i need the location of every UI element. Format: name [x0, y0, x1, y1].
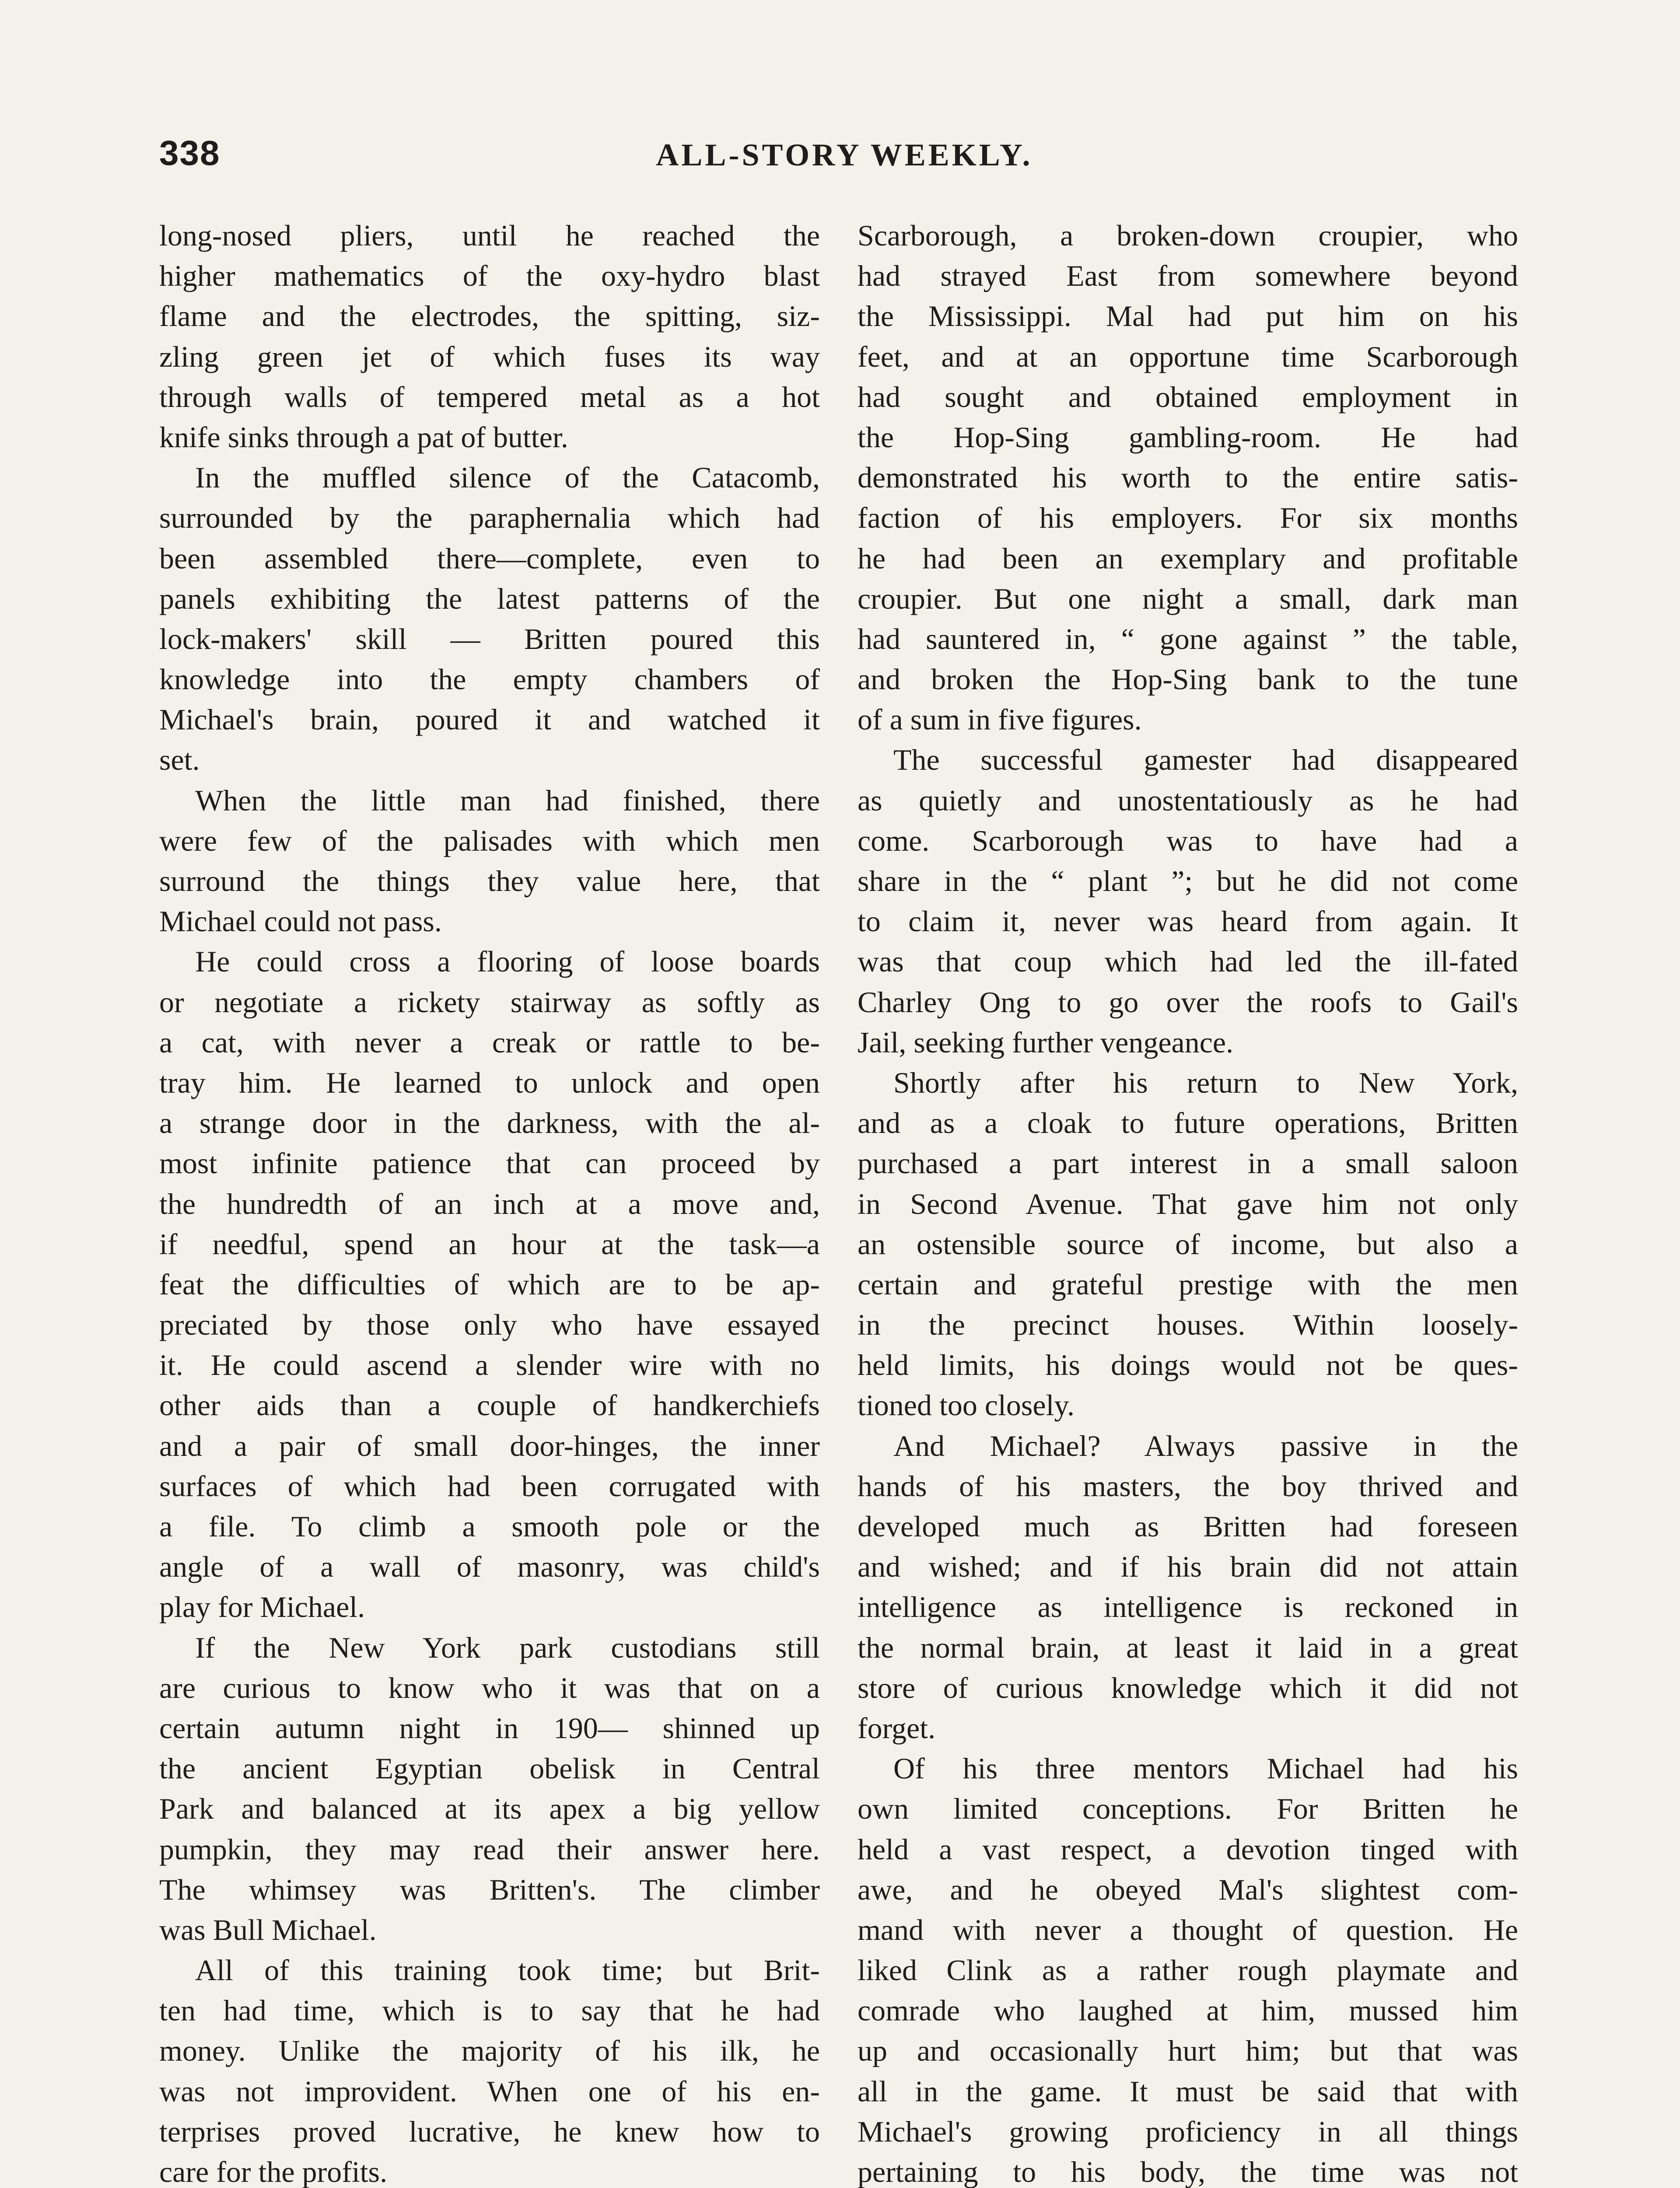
text-line: forget. — [858, 1711, 936, 1745]
text-line: to claim it, never was heard from again. It — [858, 905, 1518, 938]
text-line: was Bull Michael. — [159, 1913, 377, 1946]
text-line: held limits, his doings would not be ques- — [858, 1348, 1518, 1382]
text-line: care for the profits. — [159, 2155, 388, 2188]
text-line: mand with never a thought of question. He — [858, 1913, 1518, 1946]
text-line: had sauntered in, “ gone against ” the table, — [858, 622, 1518, 656]
text-line: faction of his employers. For six months — [858, 501, 1518, 535]
text-line: certain and grateful prestige with the men — [858, 1267, 1518, 1301]
text-line: and broken the Hop-Sing bank to the tune — [858, 663, 1518, 696]
text-line: panels exhibiting the latest patterns of the — [159, 582, 820, 615]
text-line: liked Clink as a rather rough playmate and — [858, 1953, 1518, 1987]
text-line: knowledge into the empty chambers of — [159, 663, 820, 696]
text-line: own limited conceptions. For Britten he — [858, 1792, 1518, 1826]
text-line: lock-makers' skill — Britten poured this — [159, 622, 820, 656]
text-line: of a sum in five figures. — [858, 703, 1142, 736]
text-line: was that coup which had led the ill-fated — [858, 945, 1518, 978]
text-line: developed much as Britten had foreseen — [858, 1510, 1518, 1543]
text-line: tioned too closely. — [858, 1389, 1075, 1422]
text-line: as quietly and unostentatiously as he had — [858, 783, 1518, 817]
text-line: and wished; and if his brain did not attain — [858, 1550, 1518, 1584]
text-line: long-nosed pliers, until he reached the — [159, 219, 820, 252]
text-line: come. Scarborough was to have had a — [858, 824, 1518, 857]
text-line: Charley Ong to go over the roofs to Gail's — [858, 985, 1518, 1019]
text-line: demonstrated his worth to the entire satis- — [858, 461, 1518, 494]
text-line: In the muffled silence of the Catacomb, — [195, 461, 820, 494]
text-line: a strange door in the darkness, with the al- — [159, 1106, 820, 1140]
text-line: and as a cloak to future operations, Britten — [858, 1106, 1518, 1140]
text-line: terprises proved lucrative, he knew how to — [159, 2114, 820, 2148]
text-line: Jail, seeking further vengeance. — [858, 1025, 1234, 1059]
text-line: purchased a part interest in a small saloon — [858, 1147, 1518, 1180]
text-line: surfaces of which had been corrugated with — [159, 1469, 820, 1503]
text-line: it. He could ascend a slender wire with no — [159, 1348, 820, 1382]
text-line: the ancient Egyptian obelisk in Central — [159, 1752, 820, 1785]
text-line: higher mathematics of the oxy-hydro blast — [159, 259, 820, 293]
text-line: up and occasionally hurt him; but that was — [858, 2034, 1518, 2068]
text-line: all in the game. It must be said that with — [858, 2074, 1518, 2108]
text-line: tray him. He learned to unlock and open — [159, 1066, 820, 1099]
text-line: share in the “ plant ”; but he did not come — [858, 864, 1518, 898]
text-line: flame and the electrodes, the spitting, siz- — [159, 299, 820, 333]
text-line: the Hop-Sing gambling-room. He had — [858, 420, 1518, 454]
text-line: Scarborough, a broken-down croupier, who — [858, 219, 1518, 252]
text-line: And Michael? Always passive in the — [893, 1429, 1518, 1462]
text-line: play for Michael. — [159, 1590, 365, 1624]
text-line: are curious to know who it was that on a — [159, 1671, 820, 1704]
text-line: feat the difficulties of which are to be ap- — [159, 1267, 820, 1301]
text-line: angle of a wall of masonry, was child's — [159, 1550, 820, 1584]
text-line: an ostensible source of income, but also a — [858, 1227, 1518, 1261]
text-line: All of this training took time; but Brit- — [195, 1953, 820, 1987]
text-line: a file. To climb a smooth pole or the — [159, 1510, 820, 1543]
text-line: held a vast respect, a devotion tinged with — [858, 1832, 1518, 1866]
text-line: comrade who laughed at him, mussed him — [858, 1994, 1518, 2027]
text-line: store of curious knowledge which it did not — [858, 1671, 1518, 1704]
text-line: feet, and at an opportune time Scarborough — [858, 340, 1518, 373]
text-line: hands of his masters, the boy thrived and — [858, 1469, 1518, 1503]
text-line: was not improvident. When one of his en- — [159, 2074, 820, 2108]
text-line: set. — [159, 743, 200, 777]
text-line: surround the things they value here, that — [159, 864, 820, 898]
text-line: had sought and obtained employment in — [858, 380, 1518, 414]
text-line: the normal brain, at least it laid in a great — [858, 1630, 1518, 1664]
text-line: He could cross a flooring of loose boards — [195, 945, 820, 978]
running-head: ALL-STORY WEEKLY. — [656, 137, 1033, 172]
text-line: croupier. But one night a small, dark man — [858, 582, 1518, 615]
text-line: or negotiate a rickety stairway as softly as — [159, 985, 820, 1019]
text-line: in Second Avenue. That gave him not only — [858, 1187, 1518, 1220]
text-line: been assembled there—complete, even to — [159, 541, 820, 575]
text-line: knife sinks through a pat of butter. — [159, 420, 568, 454]
text-line: he had been an exemplary and profitable — [858, 541, 1518, 575]
text-line: the Mississippi. Mal had put him on his — [858, 299, 1518, 333]
text-line: in the precinct houses. Within loosely- — [858, 1308, 1518, 1342]
text-column-right — [858, 215, 1518, 2188]
text-line: were few of the palisades with which men — [159, 824, 820, 857]
text-line: and a pair of small door-hinges, the inner — [159, 1429, 820, 1462]
text-line: Michael could not pass. — [159, 905, 442, 938]
text-line: Park and balanced at its apex a big yellow — [159, 1792, 820, 1826]
text-line: pertaining to his body, the time was not — [858, 2155, 1518, 2188]
text-line: most infinite patience that can proceed by — [159, 1147, 820, 1180]
text-line: awe, and he obeyed Mal's slightest com- — [858, 1872, 1518, 1906]
text-line: money. Unlike the majority of his ilk, he — [159, 2034, 820, 2068]
text-line: surrounded by the paraphernalia which had — [159, 501, 820, 535]
text-line: Shortly after his return to New York, — [893, 1066, 1518, 1099]
text-line: a cat, with never a creak or rattle to be- — [159, 1025, 820, 1059]
text-line: The successful gamester had disappeared — [893, 743, 1518, 777]
text-line: When the little man had finished, there — [195, 783, 820, 817]
text-line: if needful, spend an hour at the task—a — [159, 1227, 820, 1261]
text-line: Michael's growing proficiency in all things — [858, 2114, 1518, 2148]
text-line: preciated by those only who have essayed — [159, 1308, 820, 1342]
text-line: certain autumn night in 190— shinned up — [159, 1711, 820, 1745]
text-line: had strayed East from somewhere beyond — [858, 259, 1518, 293]
text-line: Of his three mentors Michael had his — [893, 1752, 1518, 1785]
text-line: the hundredth of an inch at a move and, — [159, 1187, 820, 1220]
text-line: through walls of tempered metal as a hot — [159, 380, 820, 414]
text-line: ten had time, which is to say that he had — [159, 1994, 820, 2027]
text-line: Michael's brain, poured it and watched it — [159, 703, 820, 736]
text-line: pumpkin, they may read their answer here. — [159, 1832, 820, 1866]
text-line: intelligence as intelligence is reckoned in — [858, 1590, 1518, 1624]
text-line: If the New York park custodians still — [195, 1630, 820, 1664]
text-line: zling green jet of which fuses its way — [159, 340, 820, 373]
text-column-left — [159, 215, 820, 2188]
text-line: other aids than a couple of handkerchiefs — [159, 1389, 820, 1422]
page-number: 338 — [159, 133, 220, 172]
text-line: The whimsey was Britten's. The climber — [159, 1872, 820, 1906]
